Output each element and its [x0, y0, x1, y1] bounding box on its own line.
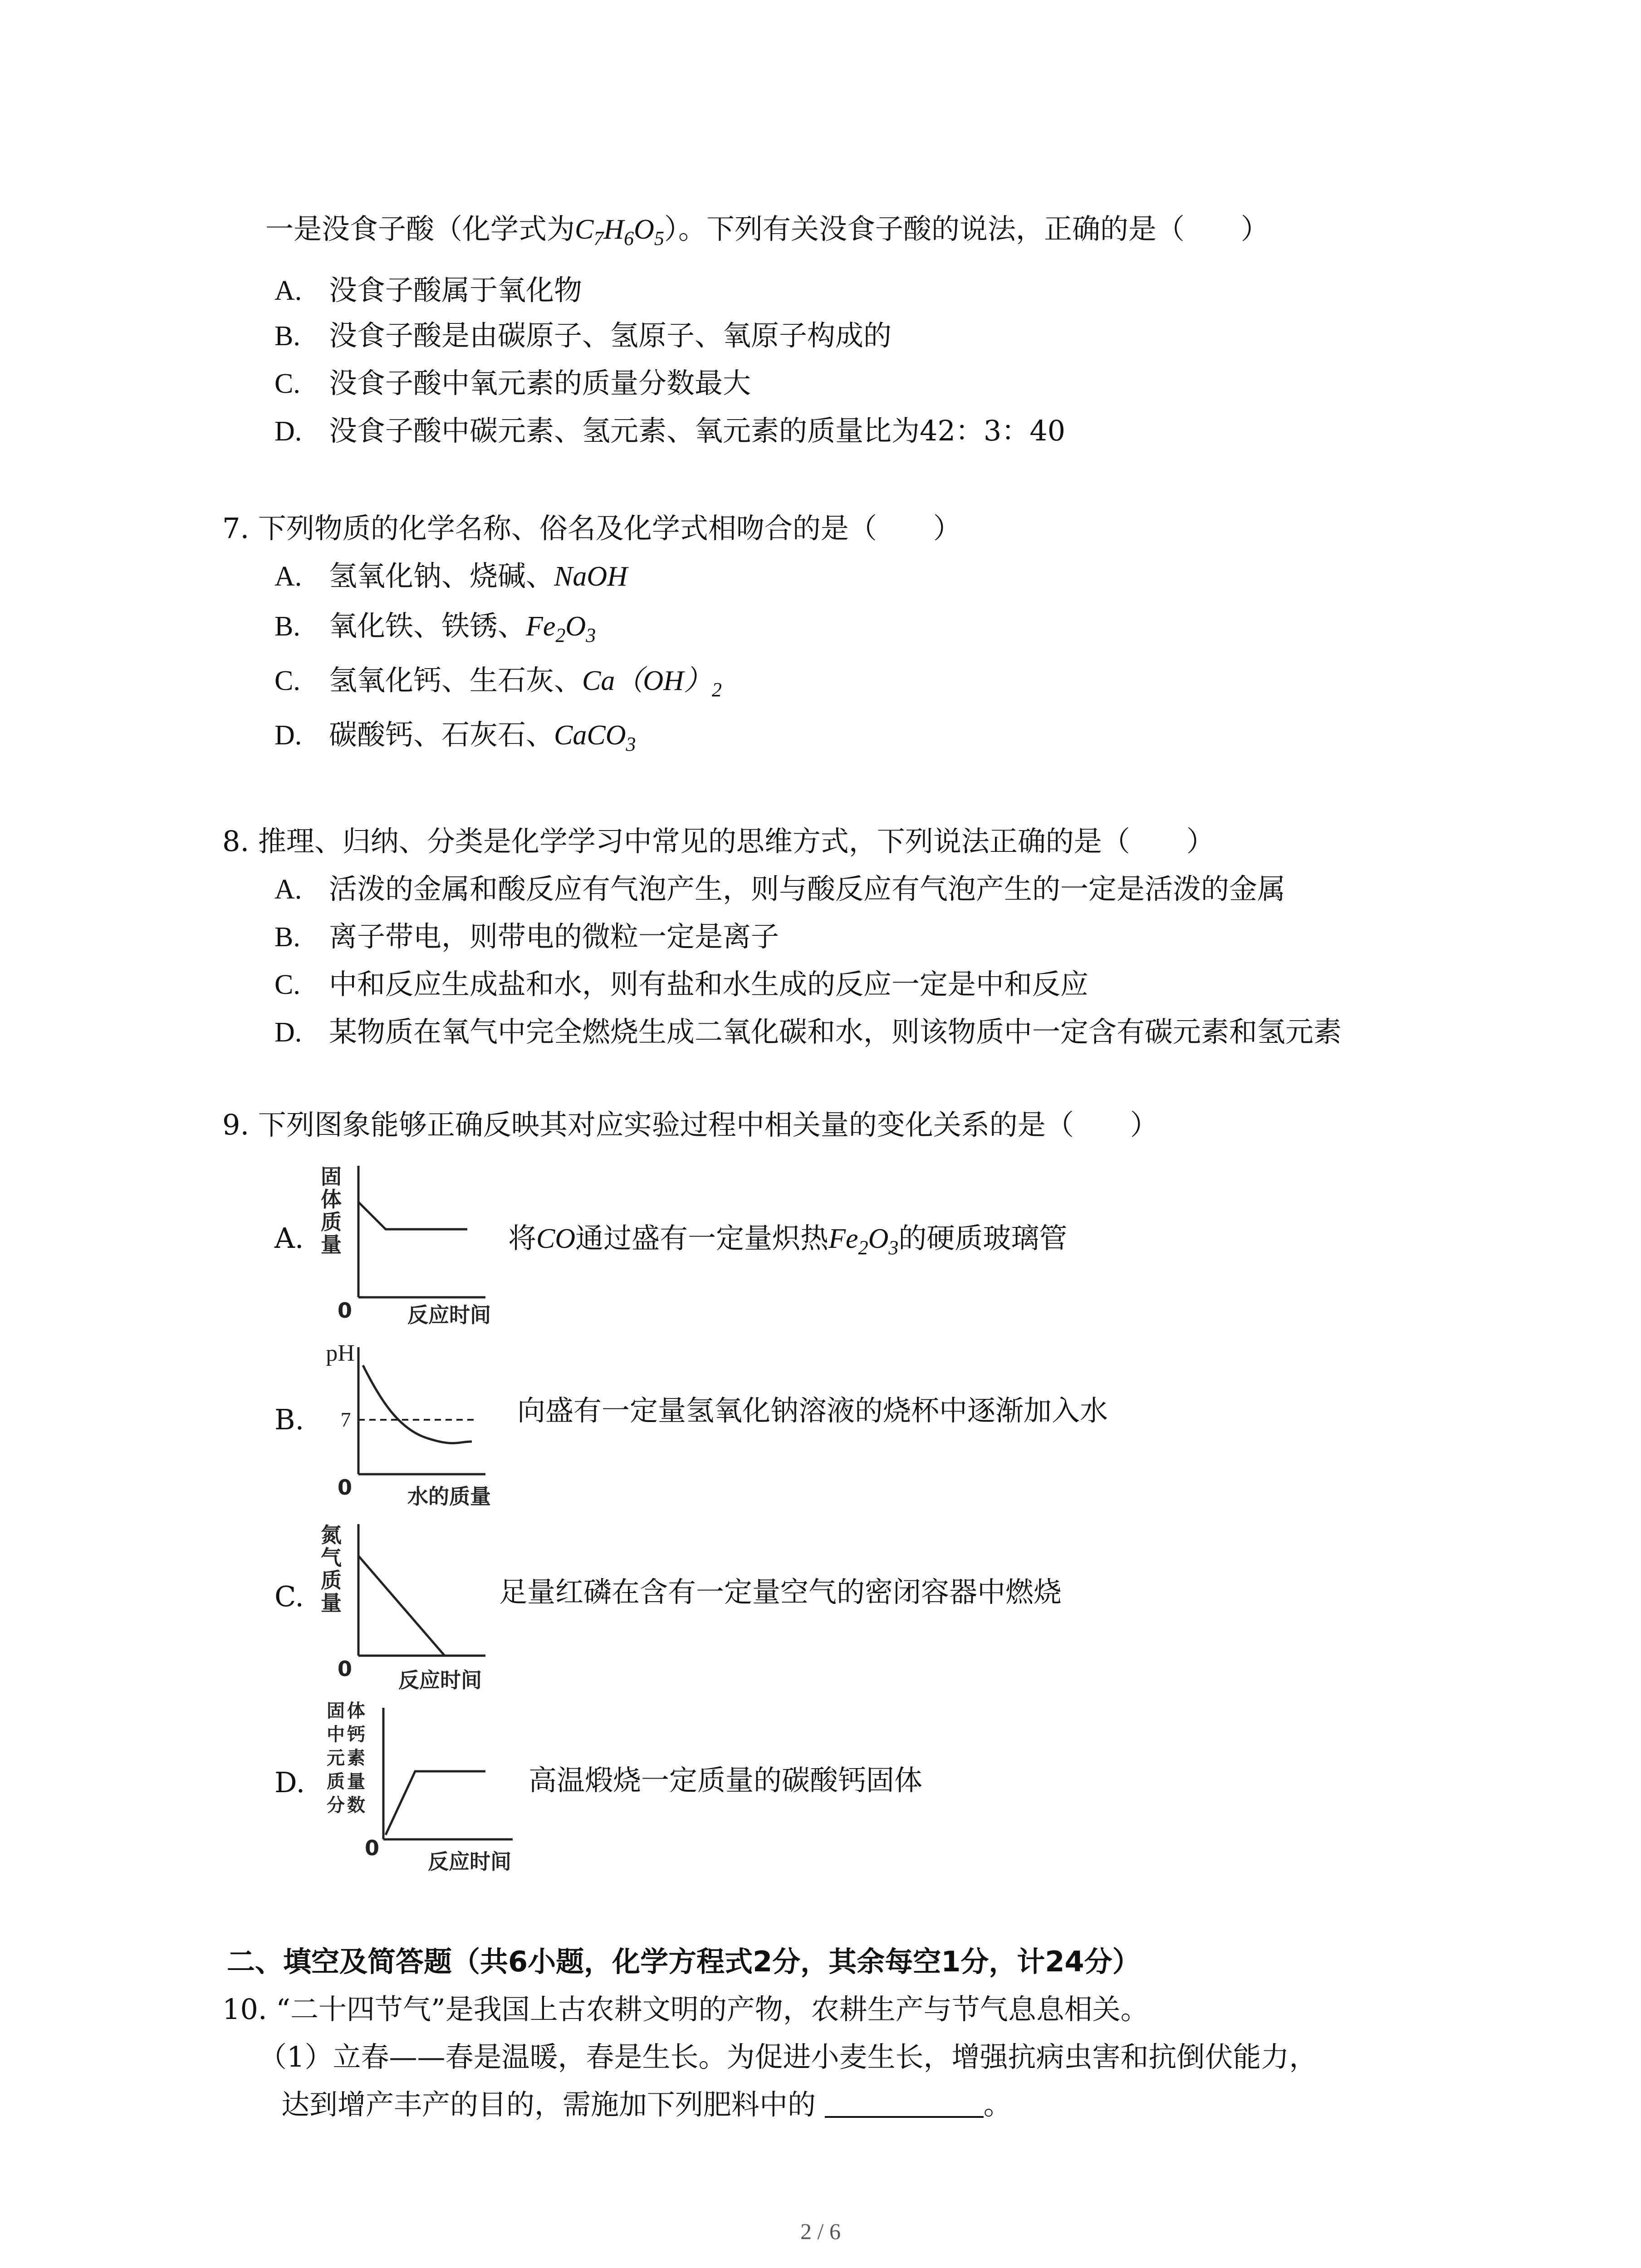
q9-option-d-desc: 高温煅烧一定质量的碳酸钙固体	[529, 1764, 923, 1797]
q9-graph-a	[313, 1161, 522, 1334]
q10-part1-line1: （1）立春——春是温暖，春是生长。为促进小麦生长，增强抗病虫害和抗倒伏能力，	[259, 2040, 1318, 2073]
graph-d-ylabel-0: 固	[327, 1701, 345, 1721]
q6-option-b: B. 没食子酸是由碳原子、氢原子、氧原子构成的	[274, 319, 892, 352]
q8-option-c: C. 中和反应生成盐和水，则有盐和水生成的反应一定是中和反应	[274, 968, 1089, 1001]
q7-stem: 7. 下列物质的化学名称、俗名及化学式相吻合的是（ ）	[222, 512, 961, 545]
graph-d-ylabel-3: 钙	[347, 1724, 365, 1745]
q9-option-b-letter: B.	[274, 1403, 304, 1436]
graph-a-ylabel-1: 体	[321, 1187, 342, 1212]
graph-b-origin: 0	[337, 1475, 353, 1500]
q9-option-d-letter: D.	[274, 1766, 305, 1799]
graph-d-ylabel-7: 量	[347, 1771, 365, 1792]
section-2-title: 二、填空及简答题（共6小题，化学方程式2分，其余每空1分，计24分）	[227, 1945, 1141, 1978]
graph-b-ylabel: pH	[326, 1340, 355, 1366]
q9-graph-b	[313, 1338, 522, 1510]
formula-caoh2: $Ca(OH)_2$	[582, 665, 722, 701]
graph-d-ylabel-2: 中	[327, 1724, 345, 1745]
q7-option-c: C. 氢氧化钙、生石灰、$Ca(OH)_2$	[274, 664, 722, 701]
q9-option-a-desc: 将CO通过盛有一定量炽热$Fe_2O_3$的硬质玻璃管	[508, 1222, 1068, 1259]
q6-option-d: D. 没食子酸中碳元素、氢元素、氧元素的质量比为42：3：40	[274, 414, 1066, 447]
q10-stem: 10. “二十四节气”是我国上古农耕文明的产物，农耕生产与节气息息相关。	[222, 1993, 1149, 2026]
graph-b-tick-7: 7	[340, 1408, 351, 1431]
q8-stem: 8. 推理、归纳、分类是化学学习中常见的思维方式，下列说法正确的是（ ）	[222, 825, 1215, 858]
graph-d-xlabel: 反应时间	[428, 1849, 511, 1874]
formula-gallic-acid: $C_7H_6O_5$	[575, 214, 664, 249]
q7-option-a: A. 氢氧化钠、烧碱、NaOH	[274, 559, 627, 592]
q9-option-c-letter: C.	[274, 1580, 304, 1613]
formula-caco3: CaCO$_3$	[554, 720, 636, 755]
q6-option-c: C. 没食子酸中氧元素的质量分数最大	[274, 367, 751, 400]
q8-option-d: D. 某物质在氧气中完全燃烧生成二氧化碳和水，则该物质中一定含有碳元素和氢元素	[274, 1015, 1342, 1048]
q8-option-b: B. 离子带电，则带电的微粒一定是离子	[274, 920, 779, 953]
graph-d-ylabel-1: 体	[347, 1701, 365, 1721]
graph-c-ylabel-1: 气	[321, 1545, 342, 1570]
graph-c-xlabel: 反应时间	[398, 1668, 482, 1692]
q9-stem: 9. 下列图象能够正确反映其对应实验过程中相关量的变化关系的是（ ）	[222, 1108, 1158, 1141]
graph-d-ylabel-8: 分	[327, 1795, 345, 1816]
graph-d-ylabel-9: 数	[347, 1795, 365, 1816]
graph-a-ylabel-0: 固	[321, 1164, 342, 1189]
q9-option-c-desc: 足量红磷在含有一定量空气的密闭容器中燃烧	[499, 1575, 1062, 1608]
graph-d-ylabel-6: 质	[327, 1771, 345, 1792]
q6-option-a: A. 没食子酸属于氧化物	[274, 274, 583, 307]
q9-graph-c	[313, 1520, 522, 1696]
graph-d-ylabel-5: 素	[347, 1748, 365, 1769]
graph-c-ylabel-0: 氮	[321, 1523, 342, 1547]
graph-d-ylabel-4: 元	[327, 1748, 345, 1769]
graph-c-curve	[358, 1556, 445, 1656]
answer-blank[interactable]	[825, 2089, 984, 2118]
graph-a-origin: 0	[337, 1298, 353, 1323]
q6-stem: 一是没食子酸（化学式为$C_7H_6O_5$）。下列有关没食子酸的说法，正确的是（ ）	[265, 212, 1269, 249]
q10-part1-line2: 达到增产丰产的目的，需施加下列肥料中的 。	[281, 2088, 1012, 2121]
graph-a-ylabel-3: 量	[321, 1232, 342, 1257]
page-number: 2 / 6	[800, 2219, 841, 2244]
graph-c-ylabel-2: 质	[321, 1568, 342, 1593]
q9-graph-d	[313, 1699, 549, 1889]
graph-b-curve	[363, 1365, 472, 1443]
q7-option-d: D. 碳酸钙、石灰石、CaCO$_3$	[274, 718, 636, 755]
formula-fe2o3-a: $Fe_2O_3$	[828, 1223, 899, 1259]
q8-option-a: A. 活泼的金属和酸反应有气泡产生，则与酸反应有气泡产生的一定是活泼的金属	[274, 872, 1286, 905]
graph-a-curve	[358, 1202, 467, 1229]
graph-d-origin: 0	[364, 1836, 380, 1860]
q9-option-a-letter: A.	[274, 1222, 304, 1255]
graph-b-xlabel: 水的质量	[407, 1484, 491, 1509]
graph-a-xlabel: 反应时间	[407, 1303, 491, 1327]
graph-a-ylabel-2: 质	[321, 1210, 342, 1234]
q9-option-b-desc: 向盛有一定量氢氧化钠溶液的烧杯中逐渐加入水	[517, 1394, 1108, 1427]
q7-option-b: B. 氧化铁、铁锈、$Fe_2O_3$	[274, 609, 596, 646]
graph-c-ylabel-3: 量	[321, 1591, 342, 1615]
formula-co: CO	[536, 1223, 576, 1254]
graph-d-curve	[386, 1771, 485, 1835]
formula-fe2o3: $Fe_2O_3$	[526, 611, 596, 646]
graph-c-origin: 0	[337, 1657, 353, 1681]
